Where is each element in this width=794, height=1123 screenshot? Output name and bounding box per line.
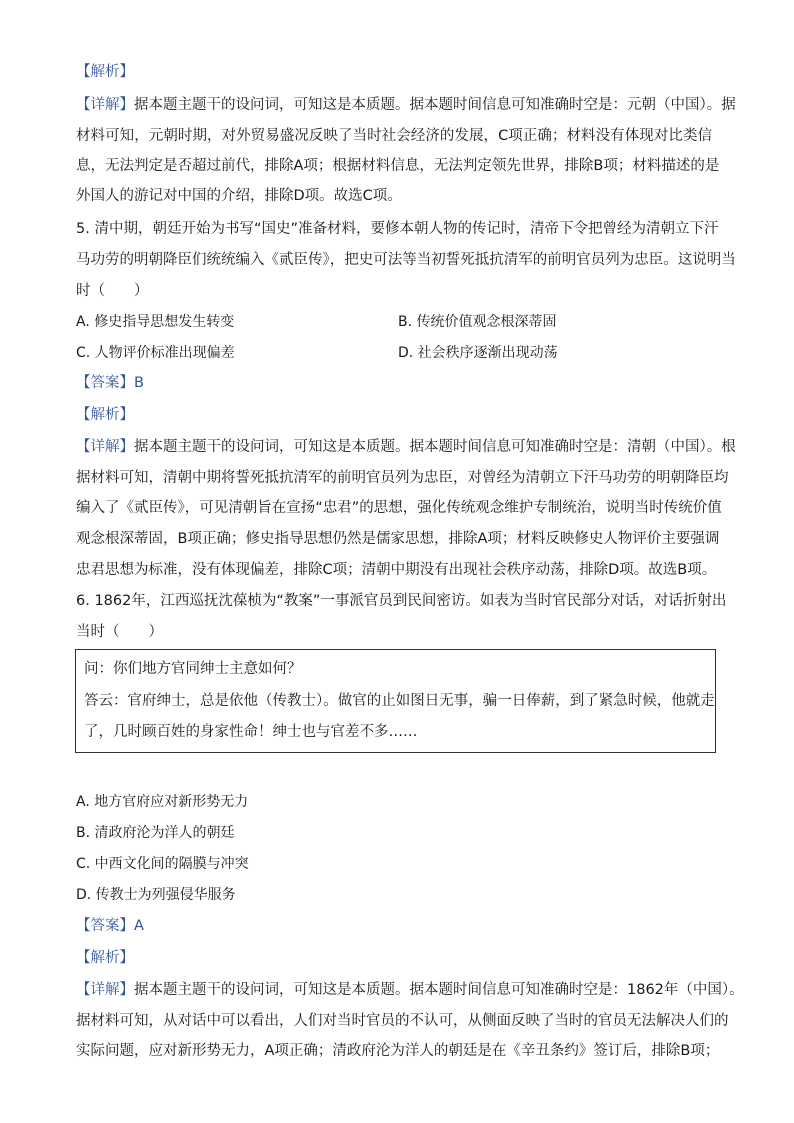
q6-analysis-line-3: 实际问题，应对新形势无力，A项正确；清政府沦为洋人的朝廷是在《辛丑条约》签订后，排除B项； [76, 1043, 720, 1059]
q6-detail-tag: 【详解】 [76, 982, 134, 998]
q6-analysis-line-1: 【详解】据本题主题干的设问词，可知这是本质题。据本题时间信息可知准确时空是：1862年（中国）。 [76, 982, 744, 998]
q5-analysis-line-3: 编入了《贰臣传》，可见清朝旨在宣扬“忠君”的思想，强化传统观念维护专制统治，说明当时传统价值 [76, 500, 722, 516]
q4-analysis-line-1: 【详解】据本题主题干的设问词，可知这是本质题。据本题时间信息可知准确时空是：元朝（中国）。据 [76, 97, 736, 113]
q6-stem-line-2: 当时（ ） [76, 624, 163, 640]
q5-option-d: D. 社会秩序逐渐出现动荡 [398, 345, 558, 361]
q5-option-a: A. 修史指导思想发生转变 [76, 314, 235, 330]
q6-dialogue-answer-2: 了，几时顾百姓的身家性命！绅士也与官差不多…… [84, 724, 418, 740]
q5-stem-line-1: 5. 清中期，朝廷开始为书写“国史”准备材料，要修本朝人物的传记时，清帝下令把曾经为清朝立下汗 [76, 221, 719, 237]
q6-dialogue-box [75, 649, 716, 753]
q6-analysis-label: 【解析】 [76, 950, 134, 966]
q5-analysis-line-4: 观念根深蒂固，B项正确；修史指导思想仍然是儒家思想，排除A项；材料反映修史人物评价主要强调 [76, 531, 720, 547]
q6-stem-line-1: 6. 1862年，江西巡抚沈葆桢为“教案”一事派官员到民间密访。如表为当时官民部分对话，对话折射出 [76, 593, 727, 609]
q5-analysis-line-1: 【详解】据本题主题干的设问词，可知这是本质题。据本题时间信息可知准确时空是：清朝（中国）。根 [76, 439, 736, 455]
q5-analysis-label: 【解析】 [76, 407, 134, 423]
q6-option-d: D. 传教士为列强侵华服务 [76, 887, 236, 903]
q5-detail-tag: 【详解】 [76, 439, 134, 455]
q4-analysis-line-3: 息，无法判定是否超过前代，排除A项；根据材料信息，无法判定领先世界，排除B项；材料描述的是 [76, 158, 720, 174]
q6-option-a: A. 地方官府应对新形势无力 [76, 794, 249, 810]
q4-analysis-line-2: 材料可知，元朝时期，对外贸易盛况反映了当时社会经济的发展，C项正确；材料没有体现对比类信 [76, 128, 712, 144]
q6-option-c: C. 中西文化间的隔膜与冲突 [76, 856, 249, 872]
q5-option-b: B. 传统价值观念根深蒂固 [398, 314, 557, 330]
q4-detail-tag: 【详解】 [76, 97, 134, 113]
q4-analysis-label: 【解析】 [76, 64, 134, 80]
q6-answer: 【答案】A [76, 918, 144, 934]
q5-analysis-line-2: 据材料可知，清朝中期将誓死抵抗清军的前明官员列为忠臣，对曾经为清朝立下汗马功劳的明朝降臣均 [76, 470, 729, 486]
q4-analysis-line-4: 外国人的游记对中国的介绍，排除D项。故选C项。 [76, 188, 402, 204]
q6-dialogue-question: 问：你们地方官同绅士主意如何？ [84, 661, 302, 677]
q6-option-b: B. 清政府沦为洋人的朝廷 [76, 825, 235, 841]
q6-analysis-line-2: 据材料可知，从对话中可以看出，人们对当时官员的不认可，从侧面反映了当时的官员无法解决人们的 [76, 1013, 729, 1029]
q6-dialogue-answer-1: 答云：官府绅士，总是依他（传教士）。做官的止如图日无事，骗一日俸薪，到了紧急时候，他就走 [84, 693, 715, 709]
q5-stem-line-2: 马功劳的明朝降臣们统统编入《贰臣传》，把史可法等当初誓死抵抗清军的前明官员列为忠臣。这说明当 [76, 252, 736, 268]
q5-analysis-line-5: 忠君思想为标准，没有体现偏差，排除C项；清朝中期没有出现社会秩序动荡，排除D项。故选B项。 [76, 562, 717, 578]
q5-option-c: C. 人物评价标准出现偏差 [76, 345, 235, 361]
q5-answer: 【答案】B [76, 375, 144, 391]
q5-stem-line-3: 时（ ） [76, 283, 149, 299]
